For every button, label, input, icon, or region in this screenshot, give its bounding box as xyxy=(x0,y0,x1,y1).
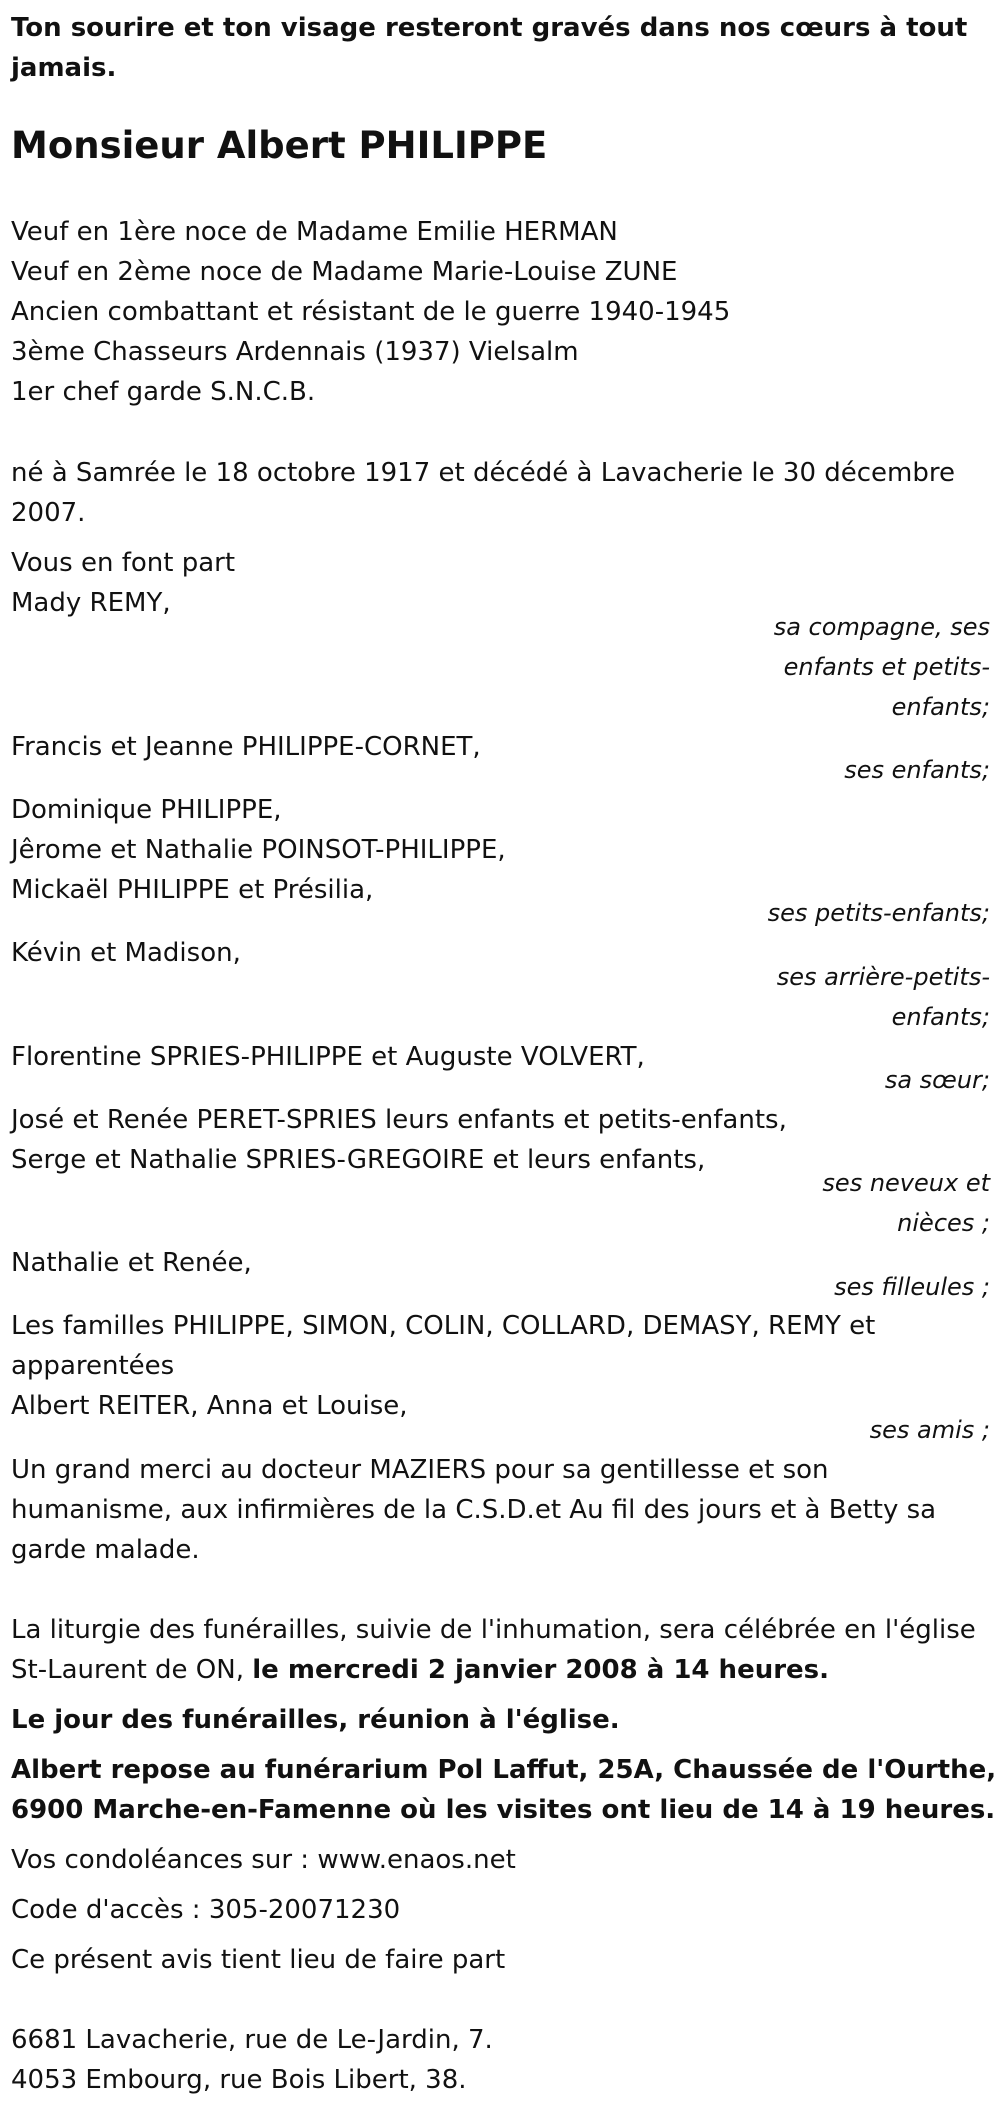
family-role: ses enfants; xyxy=(844,756,990,784)
family-role: enfants; xyxy=(891,693,990,721)
detail-line: 3ème Chasseurs Ardennais (1937) Vielsalm xyxy=(11,337,579,367)
detail-line: 1er chef garde S.N.C.B. xyxy=(11,377,316,407)
thanks-line: Un grand merci au docteur MAZIERS pour sa gentillesse et son xyxy=(11,1455,829,1485)
access-code: Code d'accès : 305-20071230 xyxy=(11,1895,401,1925)
family-name: Nathalie et Renée, xyxy=(11,1248,252,1278)
family-role: ses amis ; xyxy=(869,1416,990,1444)
meeting-text: Le jour des funérailles, réunion à l'église. xyxy=(11,1705,620,1735)
birth-death-line-2: 2007. xyxy=(11,498,86,528)
family-role: sa sœur; xyxy=(884,1066,990,1094)
family-name: Kévin et Madison, xyxy=(11,938,241,968)
family-role: ses arrière-petits- xyxy=(776,963,990,991)
family-role: sa compagne, ses xyxy=(773,613,990,641)
family-name: apparentées xyxy=(11,1351,175,1381)
condolences-text: Vos condoléances sur : www.enaos.net xyxy=(11,1845,516,1875)
page-title: Monsieur Albert PHILIPPE xyxy=(11,124,548,167)
rests-line-2: 6900 Marche-en-Famenne où les visites ont lieu de 14 à 19 heures. xyxy=(11,1795,996,1825)
family-name: Florentine SPRIES-PHILIPPE et Auguste VOLVERT, xyxy=(11,1042,645,1072)
family-name: José et Renée PERET-SPRIES leurs enfants et petits-enfants, xyxy=(11,1105,787,1135)
family-name: Mickaël PHILIPPE et Présilia, xyxy=(11,875,374,905)
intro-quote xyxy=(11,8,971,88)
address-line: 6681 Lavacherie, rue de Le-Jardin, 7. xyxy=(11,2025,493,2055)
thanks-line: humanisme, aux infirmières de la C.S.D.et Au fil des jours et à Betty sa xyxy=(11,1495,937,1525)
liturgy-date: le mercredi 2 janvier 2008 à 14 heures. xyxy=(252,1655,830,1685)
family-role: ses filleules ; xyxy=(834,1273,990,1301)
family-role: enfants; xyxy=(891,1003,990,1031)
birth-death-line-1: né à Samrée le 18 octobre 1917 et décédé à Lavacherie le 30 décembre xyxy=(11,458,955,488)
liturgy-place: St-Laurent de ON, xyxy=(11,1655,253,1685)
family-name: Jêrome et Nathalie POINSOT-PHILIPPE, xyxy=(11,835,506,865)
thanks-line: garde malade. xyxy=(11,1535,200,1565)
intro-line-1: Ton sourire et ton visage resteront gravés dans nos cœurs à tout xyxy=(11,13,968,43)
intro-line-2: jamais. xyxy=(11,53,117,83)
family-role: ses petits-enfants; xyxy=(767,899,990,927)
family-name: Serge et Nathalie SPRIES-GREGOIRE et leurs enfants, xyxy=(11,1145,706,1175)
family-name: Dominique PHILIPPE, xyxy=(11,795,282,825)
family-name: Mady REMY, xyxy=(11,588,171,618)
detail-line: Ancien combattant et résistant de le guerre 1940-1945 xyxy=(11,297,731,327)
family-role: enfants et petits- xyxy=(783,653,990,681)
liturgy-line-2 xyxy=(11,1650,829,1690)
notice-text: Ce présent avis tient lieu de faire part xyxy=(11,1945,506,1975)
family-name: Francis et Jeanne PHILIPPE-CORNET, xyxy=(11,732,481,762)
address-line: 4053 Embourg, rue Bois Libert, 38. xyxy=(11,2065,467,2095)
liturgy-line-1: La liturgie des funérailles, suivie de l'inhumation, sera célébrée en l'église xyxy=(11,1615,976,1645)
family-role: ses neveux et xyxy=(822,1169,990,1197)
detail-line: Veuf en 1ère noce de Madame Emilie HERMAN xyxy=(11,217,618,247)
family-name: Les familles PHILIPPE, SIMON, COLIN, COLLARD, DEMASY, REMY et xyxy=(11,1311,876,1341)
family-name: Albert REITER, Anna et Louise, xyxy=(11,1391,408,1421)
rests-line-1: Albert repose au funérarium Pol Laffut, 25A, Chaussée de l'Ourthe, xyxy=(11,1755,997,1785)
announce-text: Vous en font part xyxy=(11,548,236,578)
family-role: nièces ; xyxy=(897,1209,990,1237)
detail-line: Veuf en 2ème noce de Madame Marie-Louise ZUNE xyxy=(11,257,678,287)
